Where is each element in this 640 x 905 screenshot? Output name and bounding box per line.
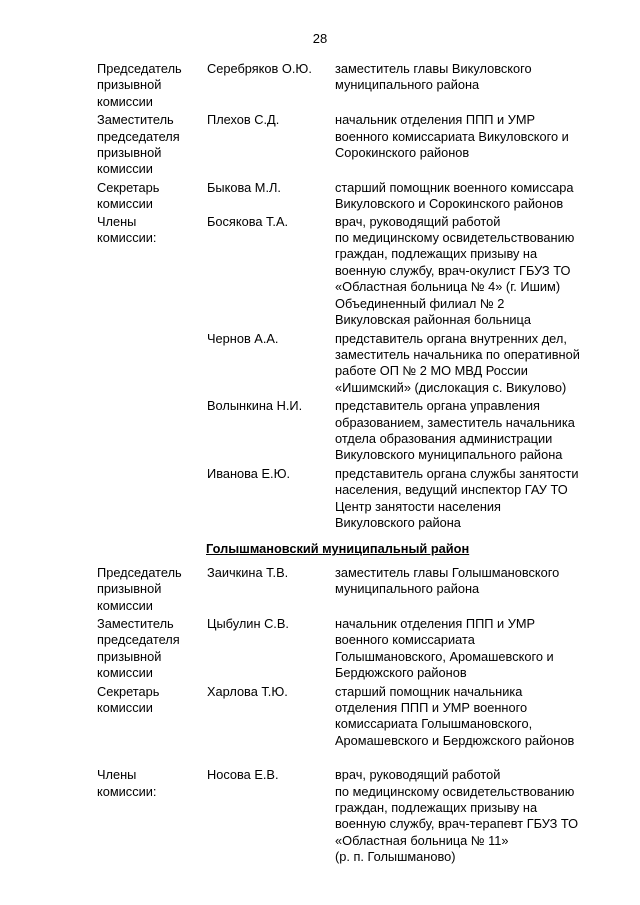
name-cell: Носова Е.В. [207, 767, 279, 783]
table-row [97, 466, 617, 532]
role-cell: Секретарь комиссии [97, 683, 160, 716]
desc-cell: представитель органа управления образованием, заместитель начальника отдела образования администрации Викуловского муниципального района [335, 398, 575, 463]
table-row [97, 565, 617, 614]
name-cell: Харлова Т.Ю. [207, 683, 288, 699]
desc-cell: представитель органа внутренних дел, заместитель начальника по оперативной работе ОП № 2 МО МВД России «Ишимский» (дислокация с. Викулово) [335, 330, 580, 395]
desc-cell: старший помощник военного комиссара Викуловского и Сорокинского районов [335, 179, 574, 212]
table-row [97, 398, 617, 464]
table-row [97, 616, 617, 682]
table-row [97, 331, 617, 397]
role-cell: Председатель призывной комиссии [97, 564, 182, 613]
name-cell: Босякова Т.А. [207, 213, 289, 229]
role-cell [97, 466, 207, 532]
table-row [97, 112, 617, 178]
desc-cell: заместитель главы Викуловского муниципального района [335, 61, 532, 93]
table-row [97, 180, 617, 213]
table-row [97, 61, 617, 110]
name-cell: Цыбулин С.В. [207, 616, 289, 631]
name-cell: Волынкина Н.И. [207, 398, 303, 414]
name-cell: Чернов А.А. [207, 330, 279, 346]
desc-cell: старший помощник начальника отделения ППП и УМР военного комиссариата Голышмановского, Аромашевского и Бердюжского районов [335, 683, 575, 748]
role-cell: Члены комиссии: [97, 213, 157, 246]
commission-section-golyshmanovsky [97, 541, 617, 865]
name-cell: Серебряков О.Ю. [207, 61, 312, 76]
commission-section-vikulovsky [97, 61, 617, 531]
desc-cell: начальник отделения ППП и УМР военного комиссариата Викуловского и Сорокинского районов [335, 112, 569, 161]
role-cell [97, 398, 207, 464]
role-cell [97, 331, 207, 397]
role-cell: Секретарь комиссии [97, 179, 160, 212]
role-cell: Заместитель председателя призывной комиссии [97, 616, 180, 681]
desc-cell: врач, руководящий работой по медицинскому освидетельствованию граждан, подлежащих призыву на военную службу, врач-терапевт ГБУЗ ТО «Областная больница № 11» (р. п. Голышманово) [335, 767, 579, 865]
page-number: 28 [312, 31, 328, 46]
name-cell: Быкова М.Л. [207, 179, 281, 195]
desc-cell: начальник отделения ППП и УМР военного комиссариата Голышмановского, Аромашевского и Бердюжского районов [335, 616, 554, 681]
desc-cell: врач, руководящий работой по медицинскому освидетельствованию граждан, подлежащих призыву на военную службу, врач-окулист ГБУЗ ТО «Областная больница № 4» (г. Ишим) Объединенный филиал № 2 Викуловская районная больница [335, 213, 575, 328]
section-heading: Голышмановский муниципальный район [206, 541, 470, 557]
desc-cell: заместитель главы Голышмановского муниципального района [335, 564, 560, 597]
name-cell: Плехов С.Д. [207, 112, 280, 128]
table-row [97, 214, 617, 329]
desc-cell: представитель органа службы занятости населения, ведущий инспектор ГАУ ТО Центр занятости населения Викуловского района [335, 465, 579, 530]
role-cell: Заместитель председателя призывной комиссии [97, 112, 180, 177]
table-row [97, 767, 617, 865]
document-body [97, 61, 617, 866]
table-row [97, 684, 617, 750]
role-cell: Члены комиссии: [97, 767, 157, 799]
name-cell: Иванова Е.Ю. [207, 465, 291, 481]
role-cell: Председатель призывной комиссии [97, 61, 182, 109]
name-cell: Заичкина Т.В. [207, 564, 289, 580]
